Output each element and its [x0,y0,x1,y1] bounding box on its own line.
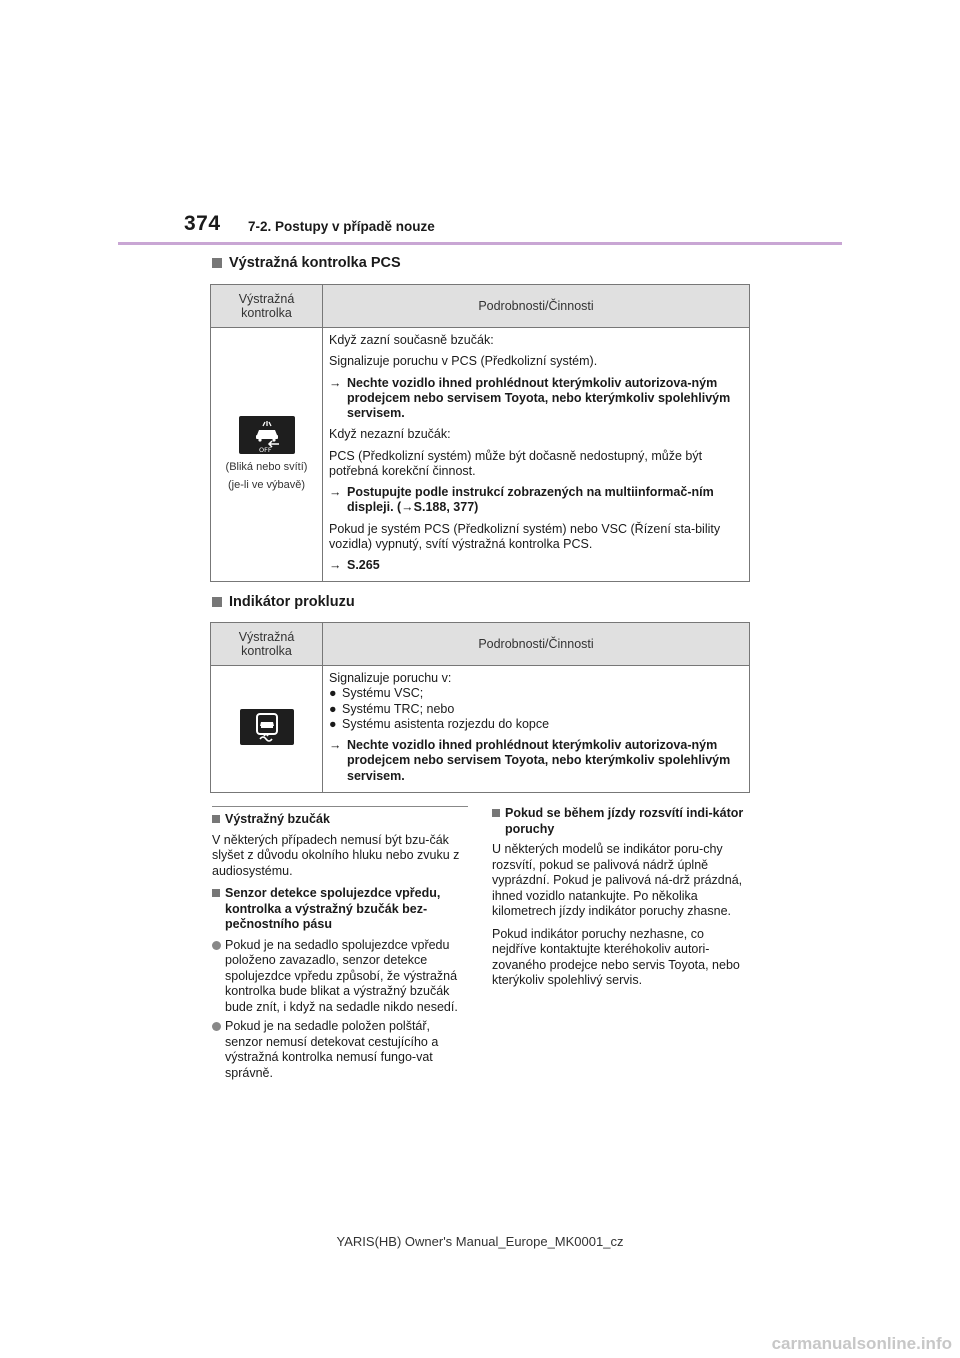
left-column [212,806,468,1085]
svg-text:OFF: OFF [258,445,272,454]
square-bullet-icon [492,809,500,817]
subsection-heading: Výstražný bzučák [212,812,468,828]
list-item: ● Systému VSC; [329,686,424,701]
paragraph: Pokud indikátor poruchy nezhasne, co nejdříve kontaktujte kteréhokoliv autori-zovaného prodejce nebo servis Toyota, nebo kterýkoliv spolehlivý servis. [492,926,740,987]
detail-text: Když zazní současně bzučák: [329,333,494,347]
detail-text: Pokud je systém PCS (Předkolizní systém) nebo VSC (Řízení sta-bility vozidla) vypnutý, svítí výstražná kontrolka PCS. [329,521,721,551]
paragraph: V některých případech nemusí být bzu-čák slyšet z důvodu okolního hluku nebo zvuku z audiosystému. [212,832,460,878]
arrow-icon: → [329,485,342,499]
detail-text: Signalizuje poruchu v: [329,671,452,685]
bullet-icon: ● [329,716,337,731]
list-item: ● Systému asistenta rozjezdu do kopce [329,716,550,731]
lamp-caption-equipment: (je-li ve výbavě) [227,479,306,492]
pcs-off-warning-icon [239,416,295,454]
section-title-pcs: Výstražná kontrolka PCS [212,255,401,271]
watermark[interactable]: carmanualsonline.info [771,1334,952,1353]
col-header-details: Podrobnosti/Činnosti [323,285,750,328]
footer-manual-id: YARIS(HB) Owner's Manual_Europe_MK0001_cz [336,1234,624,1249]
action-item: → Postupujte podle instrukcí zobrazených na multiinformač-ním displeji. (→S.188, 377) [329,485,714,515]
lamp-caption-blink: (Bliká nebo svítí) [225,460,308,473]
square-bullet-icon [212,258,222,268]
slip-indicator-table [210,622,750,793]
col-header-details: Podrobnosti/Činnosti [323,623,750,666]
bullet-icon: ● [329,686,337,701]
lamp-cell [211,666,323,793]
action-item: → Nechte vozidlo ihned prohlédnout kterýmkoliv autorizova-ným prodejcem nebo servisem Toyota, nebo kterýmkoliv spolehlivým servisem. [329,375,731,420]
table-row [211,328,750,582]
col-header-lamp: Výstražná kontrolka [211,285,323,328]
details-cell [323,328,750,582]
arrow-icon: → [329,558,342,572]
square-bullet-icon [212,597,222,607]
detail-text: Signalizuje poruchu v PCS (Předkolizní systém). [329,354,598,369]
bullet-icon: ● [329,701,337,716]
table-header-row [211,623,750,666]
list-item: ● Systému TRC; nebo [329,701,455,716]
action-item: → Nechte vozidlo ihned prohlédnout kterýmkoliv autorizova-ným prodejcem nebo servisem Toyota, nebo kterýmkoliv spolehlivým servisem. [329,738,731,783]
table-row [211,666,750,793]
page-reference-link[interactable]: → S.265 [329,558,380,572]
list-item: Pokud je na sedadlo spolujezdce vpředu položeno zavazadlo, senzor detekce spolujezdce vpředu způsobí, že výstražná kontrolka bude blikat a výstražný bzučák bude znít, i když na sedadle nikdo nesedí. [212,938,468,1016]
list-item: Pokud je na sedadle položen polštář, senzor nemusí detekovat cestujícího a výstražná kontrolka nemusí fungo-vat správně. [212,1019,468,1081]
table-header-row [211,285,750,328]
page-number: 374 [184,212,221,235]
right-column [492,806,748,996]
col-header-lamp: Výstražná kontrolka [211,623,323,666]
pcs-warning-table [210,284,750,582]
detail-text: Když nezazní bzučák: [329,427,451,442]
subsection-heading: Pokud se během jízdy rozsvítí indi-kátor poruchy [492,806,748,837]
square-bullet-icon [212,815,220,823]
lamp-cell [211,328,323,582]
section-title-slip: Indikátor prokluzu [212,594,355,610]
circle-bullet-icon [212,1022,221,1031]
chapter-title: 7-2. Postupy v případě nouze [248,219,435,234]
column-rule [212,806,468,807]
subsection-heading: Senzor detekce spolujezdce vpředu, kontrolka a výstražný bzučák bez-pečnostního pásu [212,886,468,933]
arrow-icon: → [329,738,342,752]
header-rule [118,242,842,245]
circle-bullet-icon [212,941,221,950]
slip-indicator-icon [240,709,294,745]
square-bullet-icon [212,889,220,897]
details-cell [323,666,750,793]
arrow-icon: → [329,375,342,390]
paragraph: U některých modelů se indikátor poru-chy rozsvítí, pokud se palivová nádrž úplně vyprázdní. Pokud je palivová ná-drž prázdná, ihned vozidlo natankujte. Po několika kilometrech jízdy indikátor poruchy zhasne. [492,842,743,918]
detail-text: PCS (Předkolizní systém) může být dočasně nedostupný, může být potřebná korekční činnost. [329,448,703,478]
